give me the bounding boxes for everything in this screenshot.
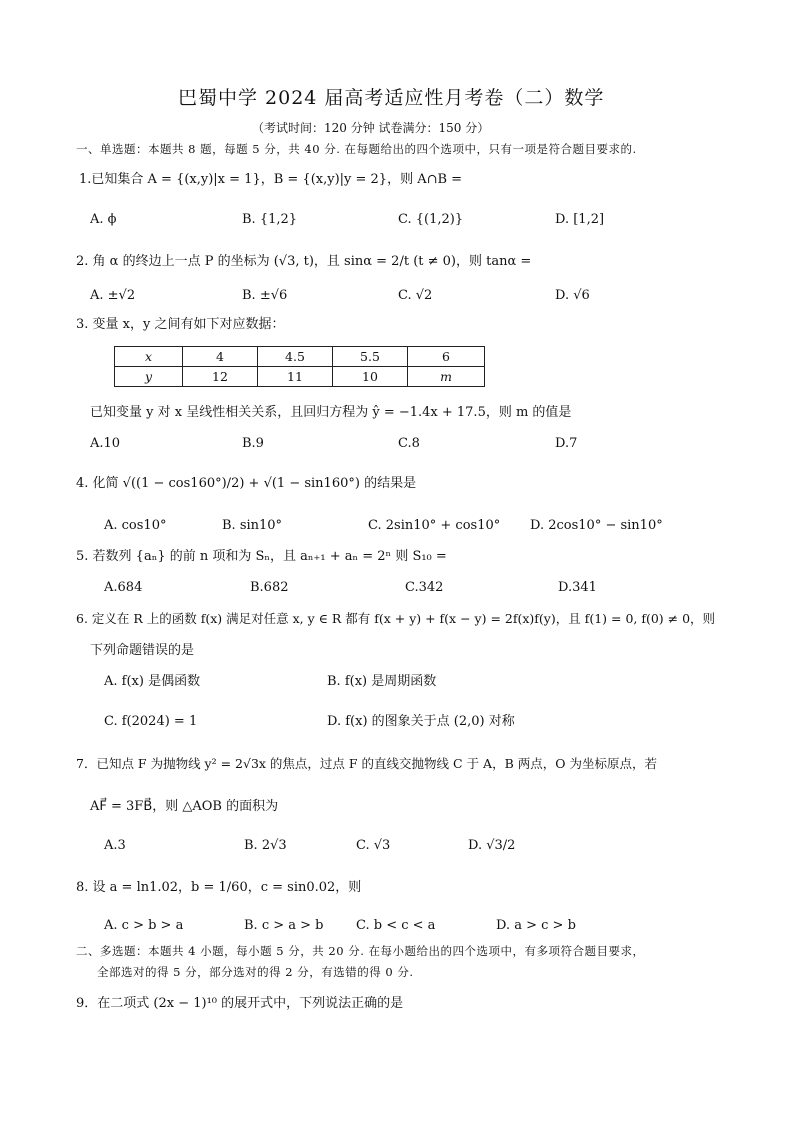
- question-7-option-c: C. √3: [356, 838, 391, 853]
- question-4-option-b: B. sin10°: [222, 518, 283, 533]
- question-1-option-c: C. {(1,2)}: [398, 212, 464, 227]
- question-6-option-c: C. f(2024) = 1: [104, 714, 198, 729]
- table-cell: 11: [258, 367, 333, 387]
- question-2-option-c: C. √2: [398, 288, 433, 303]
- question-8-option-d: D. a > c > b: [496, 918, 576, 933]
- question-1-option-a: A. ϕ: [90, 212, 117, 227]
- question-8-option-c: C. b < c < a: [356, 918, 436, 933]
- question-3-option-d: D.7: [555, 436, 578, 451]
- table-cell: 6: [408, 347, 485, 367]
- question-3-option-a: A.10: [90, 436, 121, 451]
- question-6-option-b: B. f(x) 是周期函数: [327, 674, 437, 689]
- question-8-option-b: B. c > a > b: [244, 918, 324, 933]
- table-cell: 10: [333, 367, 408, 387]
- question-9-stem: 9．在二项式 (2x − 1)¹⁰ 的展开式中，下列说法正确的是: [76, 996, 404, 1011]
- question-6-stem-line-1: 6. 定义在 R 上的函数 f(x) 满足对任意 x, y ∈ R 都有 f(x + y) + f(x − y) = 2f(x)f(y)，且 f(1) = 0, f(0) ≠ 0，则: [76, 611, 716, 626]
- question-3-data-table: [114, 346, 485, 387]
- question-4-option-d: D. 2cos10° − sin10°: [530, 518, 663, 533]
- question-5-option-b: B.682: [250, 580, 289, 595]
- question-3-followup: 已知变量 y 对 x 呈线性相关关系，且回归方程为 ŷ = −1.4x + 17.5，则 m 的值是: [90, 405, 572, 420]
- section-heading-single-choice: 一、单选题：本题共 8 题，每题 5 分，共 40 分. 在每题给出的四个选项中，只有一项是符合题目要求的.: [76, 142, 637, 156]
- table-cell: 5.5: [333, 347, 408, 367]
- question-3-option-b: B.9: [242, 436, 264, 451]
- section-heading-multiple-choice: 二、多选题：本题共 4 小题，每小题 5 分，共 20 分. 在每小题给出的四个选项中，有多项符合题目要求，: [76, 944, 645, 958]
- table-row-x: [115, 347, 485, 367]
- question-5-stem: 5. 若数列 {aₙ} 的前 n 项和为 Sₙ，且 aₙ₊₁ + aₙ = 2ⁿ 则 S₁₀ =: [76, 549, 447, 564]
- question-2-option-a: A. ±√2: [90, 288, 136, 303]
- table-cell: 12: [183, 367, 258, 387]
- question-7-option-a: A.3: [104, 838, 126, 853]
- question-7-stem-line-1: 7．已知点 F 为抛物线 y² = 2√3x 的焦点，过点 F 的直线交抛物线 C 于 A，B 两点，O 为坐标原点，若: [76, 756, 657, 771]
- question-5-option-d: D.341: [558, 580, 597, 595]
- question-7-stem-line-2: AF⃗ = 3FB⃗，则 △AOB 的面积为: [90, 799, 279, 814]
- question-2-option-d: D. √6: [555, 288, 590, 303]
- page-title: 巴蜀中学 2024 届高考适应性月考卷（二）数学: [178, 87, 605, 109]
- question-5-option-c: C.342: [405, 580, 444, 595]
- question-8-option-a: A. c > b > a: [104, 918, 184, 933]
- question-6-option-a: A. f(x) 是偶函数: [104, 674, 201, 689]
- question-1-stem: 1.已知集合 A = {(x,y)|x = 1}，B = {(x,y)|y = 2}，则 A∩B =: [79, 172, 463, 187]
- question-7-option-b: B. 2√3: [244, 838, 287, 853]
- question-1-option-d: D. [1,2]: [555, 212, 605, 227]
- question-2-stem: 2. 角 α 的终边上一点 P 的坐标为 (√3, t)，且 sinα = 2/t (t ≠ 0)，则 tanα =: [76, 254, 532, 269]
- table-cell: 4.5: [258, 347, 333, 367]
- question-3-option-c: C.8: [398, 436, 420, 451]
- question-1-option-b: B. {1,2}: [242, 212, 298, 227]
- question-2-option-b: B. ±√6: [242, 288, 288, 303]
- exam-info: （考试时间：120 分钟 试卷满分：150 分）: [252, 121, 490, 135]
- question-6-option-d: D. f(x) 的图象关于点 (2,0) 对称: [327, 714, 515, 729]
- question-6-stem-line-2: 下列命题错误的是: [90, 643, 195, 658]
- question-8-stem: 8. 设 a = ln1.02，b = 1/60，c = sin0.02，则: [76, 880, 362, 895]
- table-cell: m: [408, 367, 485, 387]
- section-heading-multiple-choice-line-2: 全部选对的得 5 分，部分选对的得 2 分，有选错的得 0 分.: [97, 965, 414, 979]
- table-cell: 4: [183, 347, 258, 367]
- table-cell: x: [115, 347, 183, 367]
- question-5-option-a: A.684: [104, 580, 143, 595]
- table-row-y: [115, 367, 485, 387]
- question-4-stem: 4. 化简 √((1 − cos160°)/2) + √(1 − sin160°) 的结果是: [76, 476, 417, 491]
- table-cell: y: [115, 367, 183, 387]
- question-4-option-c: C. 2sin10° + cos10°: [368, 518, 501, 533]
- question-7-option-d: D. √3/2: [468, 838, 516, 853]
- question-4-option-a: A. cos10°: [104, 518, 167, 533]
- question-3-stem: 3. 变量 x，y 之间有如下对应数据：: [76, 317, 285, 332]
